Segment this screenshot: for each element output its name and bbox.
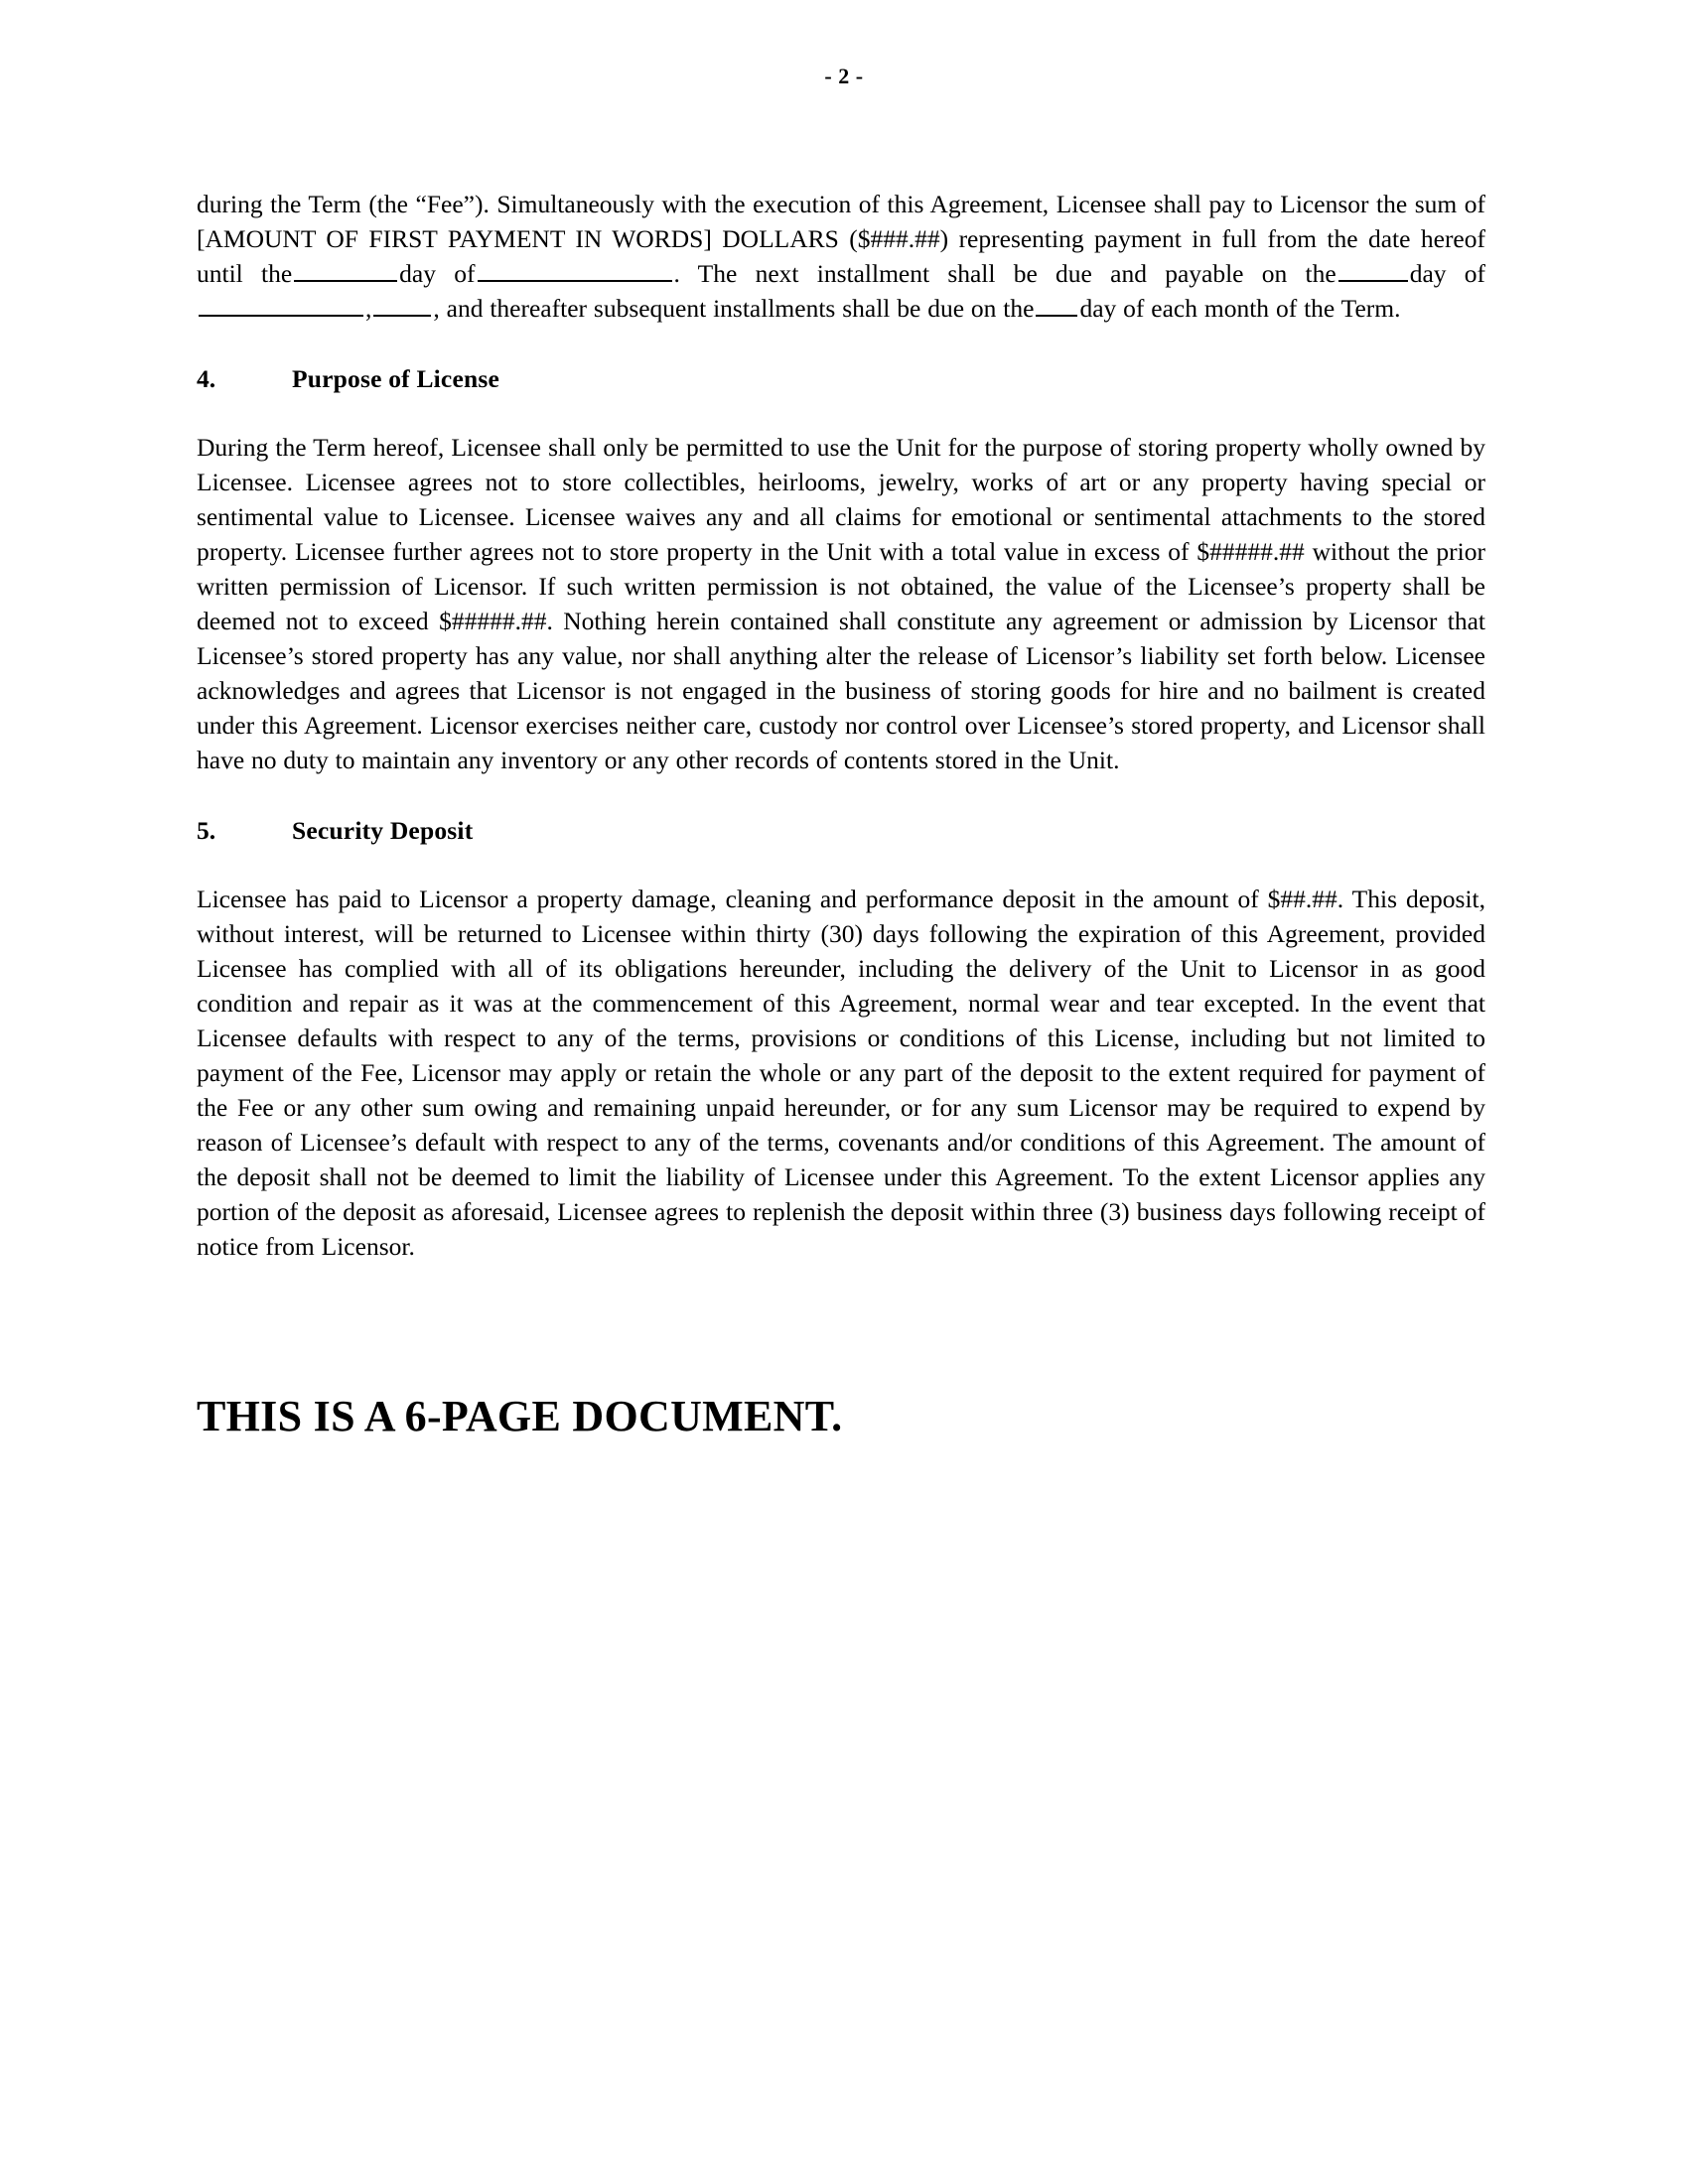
section-heading-purpose-of-license [197,361,1485,396]
blank-month-field-1[interactable] [478,256,672,282]
section-heading-security-deposit [197,813,1485,848]
section-title: Security Deposit [292,816,474,846]
blank-year-field[interactable] [373,291,431,317]
blank-day-field-3[interactable] [1036,291,1077,317]
fee-text-part-5: , [365,294,372,324]
fee-text-part-4: day of [1409,259,1486,289]
section-title: Purpose of License [292,364,499,394]
section-number: 4. [197,364,216,394]
fee-text-part-2: day of [399,259,476,289]
section-body-purpose-of-license: During the Term hereof, Licensee shall only be permitted to use the Unit for the purpose of storing property wholly owned by Licensee. Licensee agrees not to store collectibles, heirlooms, jewelry, works of art or any property having special or sentimental value to Licensee. Licensee waives any and all claims for emotional or sentimental attachments to the stored property. Licensee further agrees not to store property in the Unit with a total value in excess of $#####.## without the prior written permission of Licensor. If such written permission is not obtained, the value of the Licensee’s property shall be deemed not to exceed $#####.##. Nothing herein contained shall constitute any agreement or admission by Licensor that Licensee’s stored property has any value, nor shall anything alter the release of Licensor’s liability set forth below. Licensee acknowledges and agrees that Licensor is not engaged in the business of storing goods for hire and no bailment is created under this Agreement. Licensor exercises neither care, custody nor control over Licensee’s stored property, and Licensor shall have no duty to maintain any inventory or any other records of contents stored in the Unit. [197,433,1485,775]
blank-day-field-2[interactable] [1338,256,1408,282]
spacer [197,777,1485,813]
blank-month-field-2[interactable] [199,291,363,317]
page-number-header: - 2 - [824,64,864,88]
fee-text-part-3: . The next installment shall be due and payable on the [673,259,1336,289]
spacer [197,326,1485,361]
section-body-security-deposit: Licensee has paid to Licensor a property damage, cleaning and performance deposit in the amount of $##.##. This deposit, without interest, will be returned to Licensee within thirty (30) days following the expiration of this Agreement, provided Licensee has complied with all of its obligations hereunder, including the delivery of the Unit to Licensor in as good condition and repair as it was at the commencement of this Agreement, normal wear and tear excepted. In the event that Licensee defaults with respect to any of the terms, provisions or conditions of this License, including but not limited to payment of the Fee, Licensor may apply or retain the whole or any part of the deposit to the extent required for payment of the Fee or any other sum owing and remaining unpaid hereunder, or for any sum Licensor may be required to expend by reason of Licensee’s default with respect to any of the terms, covenants and/or conditions of this Agreement. The amount of the deposit shall not be deemed to limit the liability of Licensee under this Agreement. To the extent Licensor applies any portion of the deposit as aforesaid, Licensee agrees to replenish the deposit within three (3) business days following receipt of notice from Licensor. [197,885,1485,1262]
document-body [197,187,1485,1264]
fee-text-part-7: day of each month of the Term. [1079,294,1401,324]
fee-text-part-1: during the Term (the “Fee”). Simultaneously with the execution of this Agreement, Licensee shall pay to Licensor the sum of [AMOUNT OF FIRST PAYMENT IN WORDS] DOLLARS ($###.##) representing payment in full from the date hereof until the [197,190,1485,289]
closing-statement: THIS IS A 6-PAGE DOCUMENT. [197,1392,843,1440]
spacer [197,396,1485,430]
spacer [197,848,1485,882]
section-number: 5. [197,816,216,846]
blank-day-field-1[interactable] [294,256,397,282]
paragraph-fee-continued [197,187,1485,326]
fee-text-part-6: , and thereafter subsequent installments shall be due on the [433,294,1035,324]
